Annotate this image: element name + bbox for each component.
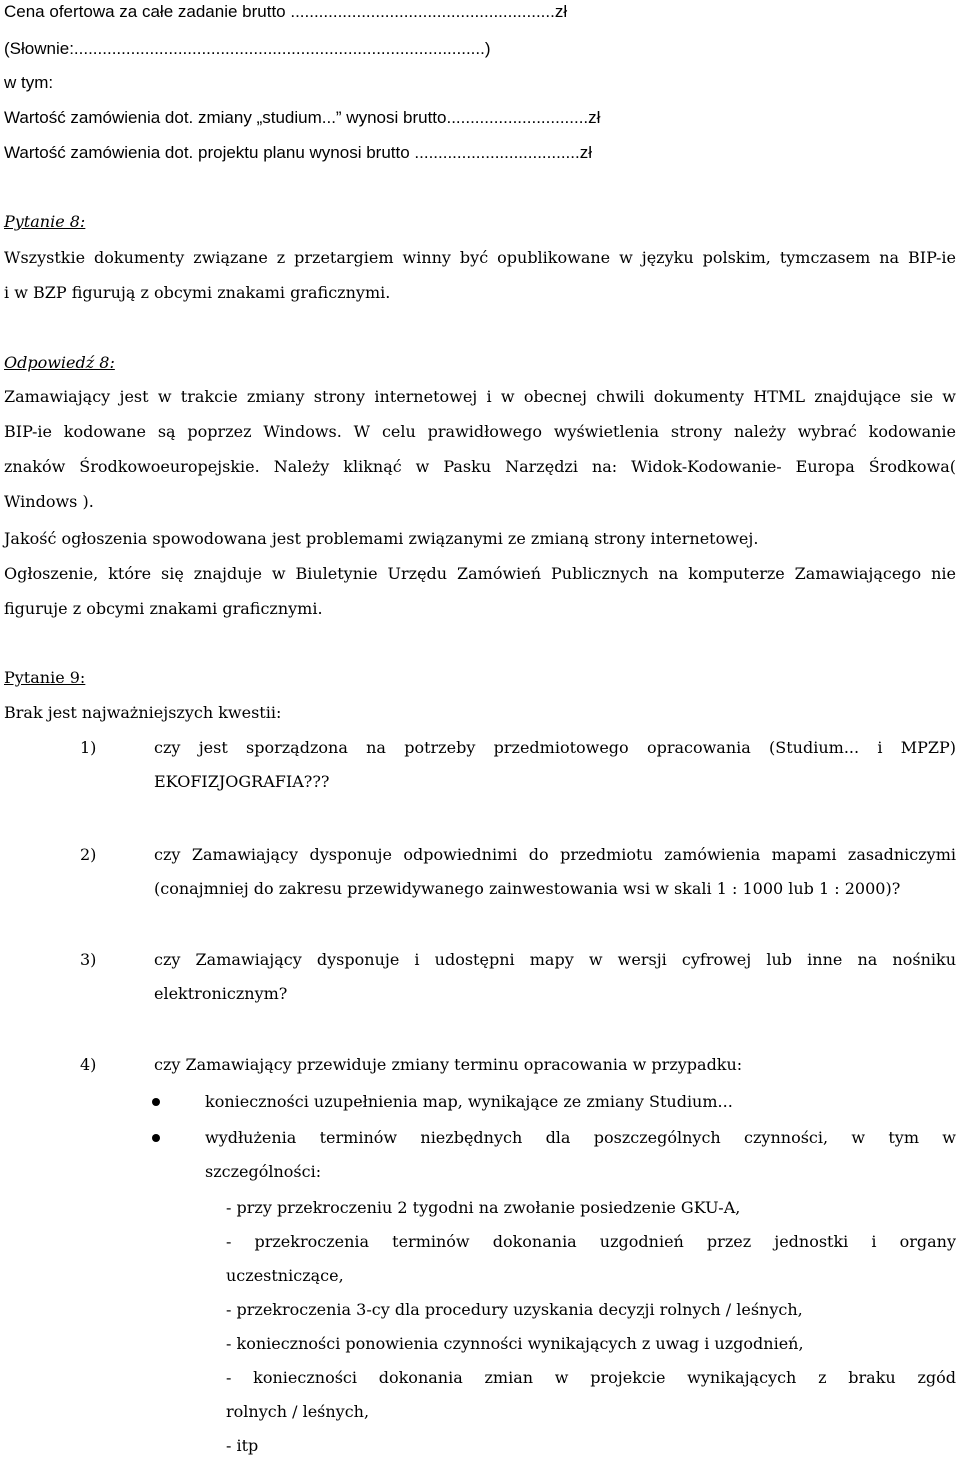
list-item (154, 845, 956, 913)
sub-item: - konieczności ponowienia czynności wynikających z uwag i uzgodnień, (226, 1334, 804, 1353)
sub-item: - przekroczenia terminów dokonania uzgodnień przez jednostki i organy (226, 1232, 956, 1251)
list-item-text: czy jest sporządzona na potrzeby przedmiotowego opracowania (Studium... i MPZP) (154, 738, 956, 757)
price-total-line: Cena ofertowa za całe zadanie brutto ........................................................zł (4, 2, 568, 21)
list-item (154, 1055, 956, 1089)
question-8-text-line-1: Wszystkie dokumenty związane z przetargiem winny być opublikowane w języku polskim, tymczasem na BIP-ie (4, 248, 956, 267)
answer-8-line-3: znaków Środkowoeuropejskie. Należy kliknąć w Pasku Narzędzi na: Widok-Kodowanie- Europa Środkowa( (4, 457, 956, 476)
price-plan-line: Wartość zamówienia dot. projektu planu wynosi brutto ...................................zł (4, 143, 592, 162)
price-studium-line: Wartość zamówienia dot. zmiany „studium...” wynosi brutto..............................zł (4, 108, 601, 127)
bullet-icon (152, 1134, 160, 1142)
bullet-item-text: konieczności uzupełnienia map, wynikające ze zmiany Studium... (205, 1092, 733, 1111)
sub-item: - itp (226, 1436, 259, 1455)
bullet-icon (152, 1098, 160, 1106)
list-item (154, 738, 956, 806)
question-8-heading: Pytanie 8: (4, 212, 86, 231)
list-item-text: (conajmniej do zakresu przewidywanego zainwestowania wsi w skali 1 : 1000 lub 1 : 2000)? (154, 879, 901, 898)
answer-8-line-1: Zamawiający jest w trakcie zmiany strony internetowej i w obecnej chwili dokumenty HTML znajdujące sie w (4, 387, 956, 406)
list-item-number: 1) (80, 738, 97, 757)
sub-item: rolnych / leśnych, (226, 1402, 370, 1421)
list-item-text: czy Zamawiający dysponuje i udostępni mapy w wersji cyfrowej lub inne na nośniku (154, 950, 956, 969)
bullet-item (205, 1092, 956, 1126)
sub-list (226, 1198, 956, 1470)
sub-item: - konieczności dokonania zmian w projekcie wynikających z braku zgód (226, 1368, 956, 1387)
question-9-heading: Pytanie 9: (4, 668, 86, 687)
list-item-text: czy Zamawiający przewiduje zmiany terminu opracowania w przypadku: (154, 1055, 743, 1074)
list-item-number: 2) (80, 845, 97, 864)
list-item-text: EKOFIZJOGRAFIA??? (154, 772, 330, 791)
bullet-item (205, 1128, 956, 1196)
answer-8-line-4: Windows ). (4, 492, 94, 511)
list-item-text: elektronicznym? (154, 984, 288, 1003)
list-item (154, 950, 956, 1018)
sub-item: - przy przekroczeniu 2 tygodni na zwołanie posiedzenie GKU-A, (226, 1198, 741, 1217)
question-9-intro: Brak jest najważniejszych kwestii: (4, 703, 282, 722)
price-words-line: (Słownie:.......................................................................................) (4, 39, 491, 58)
question-8-text-line-2: i w BZP figurują z obcymi znakami graficznymi. (4, 283, 391, 302)
answer-8-line-2: BIP-ie kodowane są poprzez Windows. W celu prawidłowego wyświetlenia strony należy wybrać kodowanie (4, 422, 956, 441)
answer-8-line-6: Ogłoszenie, które się znajduje w Biuletynie Urzędu Zamówień Publicznych na komputerze Zamawiającego nie (4, 564, 956, 583)
sub-item: uczestniczące, (226, 1266, 344, 1285)
list-item-number: 3) (80, 950, 97, 969)
list-item-number: 4) (80, 1055, 97, 1074)
answer-8-heading: Odpowiedź 8: (4, 353, 115, 372)
answer-8-line-5: Jakość ogłoszenia spowodowana jest problemami związanymi ze zmianą strony internetowej. (4, 529, 759, 548)
sub-item: - przekroczenia 3-cy dla procedury uzyskania decyzji rolnych / leśnych, (226, 1300, 803, 1319)
bullet-item-text: wydłużenia terminów niezbędnych dla poszczególnych czynności, w tym w (205, 1128, 956, 1147)
list-item-text: czy Zamawiający dysponuje odpowiednimi do przedmiotu zamówienia mapami zasadniczymi (154, 845, 956, 864)
answer-8-line-7: figuruje z obcymi znakami graficznymi. (4, 599, 323, 618)
price-including-line: w tym: (4, 73, 54, 92)
bullet-item-text: szczególności: (205, 1162, 322, 1181)
